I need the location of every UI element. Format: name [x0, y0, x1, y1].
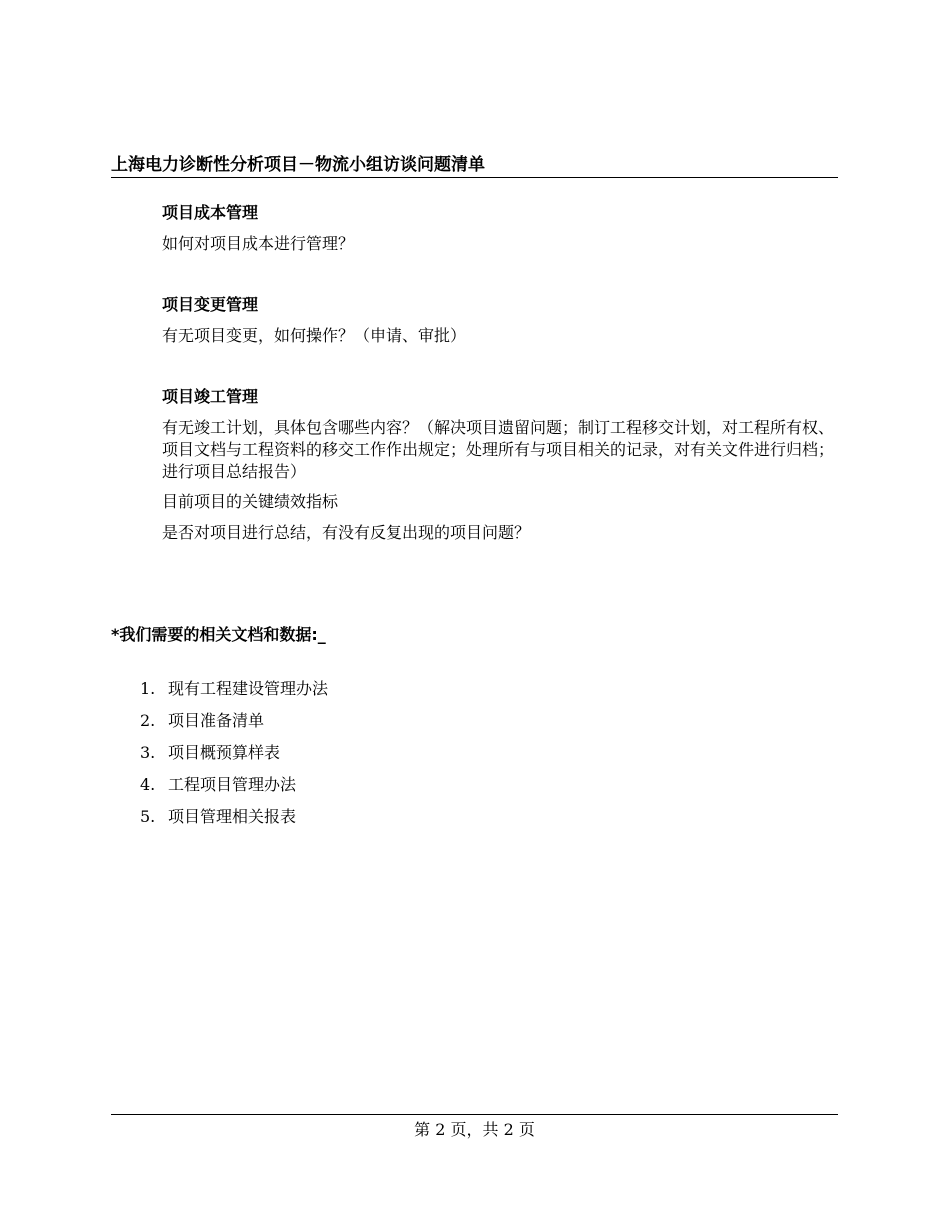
- list-number: 2.: [140, 711, 156, 730]
- list-text: 现有工程建设管理办法: [168, 679, 329, 698]
- section-completion-management: [162, 386, 842, 544]
- question-line: 目前项目的关键绩效指标: [162, 492, 339, 511]
- list-number: 5.: [140, 807, 156, 826]
- list-text: 项目准备清单: [168, 711, 265, 730]
- list-number: 4.: [140, 775, 156, 794]
- page-footer: [111, 1114, 838, 1141]
- list-item: [140, 710, 328, 742]
- list-item: [140, 806, 328, 838]
- list-text: 项目概预算样表: [168, 743, 281, 762]
- list-text: 工程项目管理办法: [168, 775, 297, 794]
- list-item: [140, 742, 328, 774]
- question-line: 如何对项目成本进行管理？: [162, 234, 355, 253]
- list-item: [140, 678, 328, 710]
- section-change-management: [162, 294, 842, 347]
- page-number: 第 2 页，共 2 页: [414, 1120, 535, 1139]
- documents-heading: *我们需要的相关文档和数据:_: [111, 625, 326, 644]
- list-item: [140, 774, 328, 806]
- list-number: 3.: [140, 743, 156, 762]
- question-line: 有无项目变更，如何操作？（申请、审批）: [162, 326, 467, 345]
- question-paragraph: 有无竣工计划，具体包含哪些内容？（解决项目遗留问题；制订工程移交计划，对工程所有权、项目文档与工程资料的移交工作作出规定；处理所有与项目相关的记录，对有关文件进行归档；进行项目总结报告）: [162, 418, 835, 481]
- section-heading: 项目成本管理: [162, 203, 259, 222]
- documents-list: [140, 678, 328, 838]
- section-cost-management: [162, 202, 842, 255]
- document-title: 上海电力诊断性分析项目－物流小组访谈问题清单: [111, 155, 485, 175]
- list-number: 1.: [140, 679, 156, 698]
- section-heading: 项目竣工管理: [162, 387, 259, 406]
- page-header: [111, 154, 838, 178]
- section-heading: 项目变更管理: [162, 295, 259, 314]
- list-text: 项目管理相关报表: [168, 807, 297, 826]
- question-line: 是否对项目进行总结，有没有反复出现的项目问题？: [162, 523, 531, 542]
